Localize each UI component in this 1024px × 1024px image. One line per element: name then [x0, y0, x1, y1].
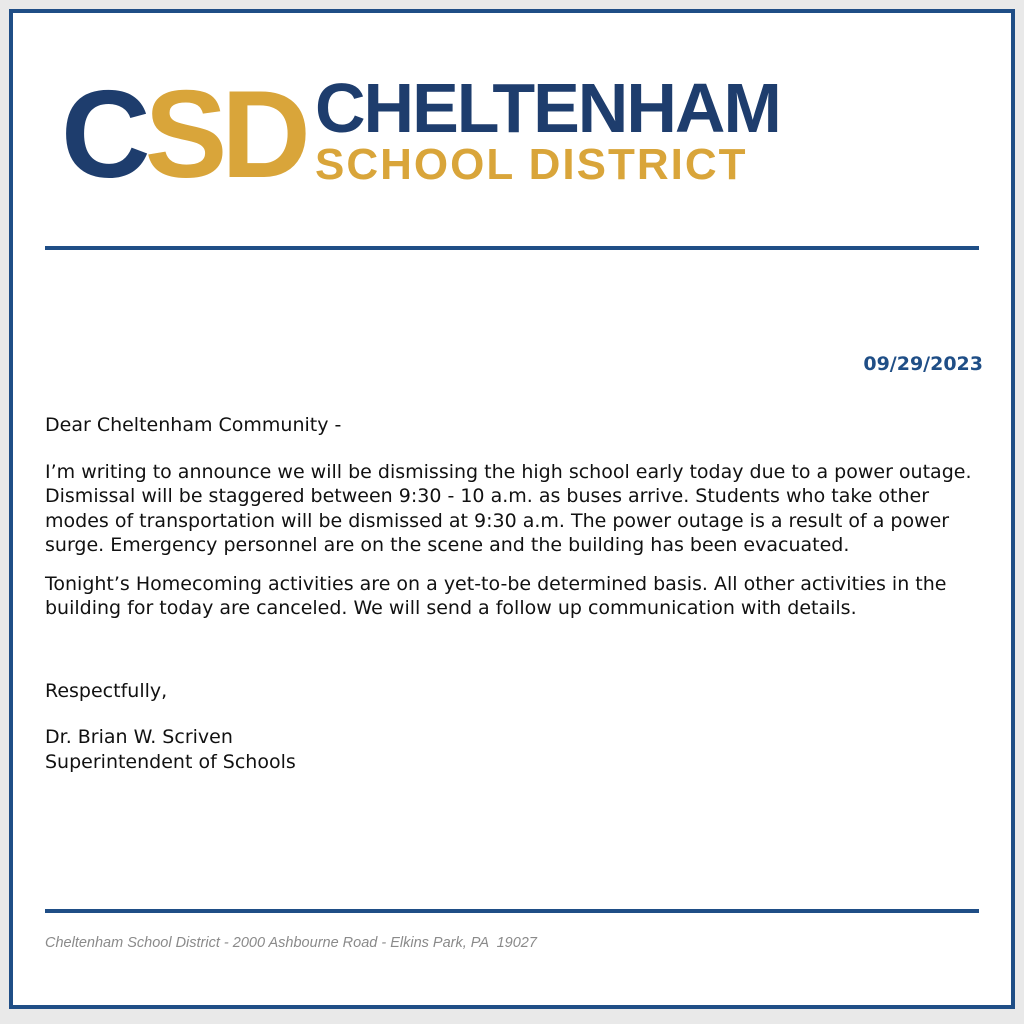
- letter-body: [45, 413, 985, 774]
- footer-divider: [45, 909, 979, 913]
- letter-paragraph-1: I’m writing to announce we will be dismissing the high school early today due to a power outage. Dismissal will be staggered between 9:30 - 10 a.m. as buses arrive. Students who take other modes of transportation will be dismissed at 9:30 a.m. The power outage is a result of a power surge. Emergency personnel are on the scene and the building has been evacuated.: [45, 460, 972, 556]
- signer-title: Superintendent of Schools: [45, 750, 296, 773]
- logo-line-cheltenham: CHELTENHAM: [315, 69, 780, 147]
- logo-line-school-district: SCHOOL DISTRICT: [315, 140, 748, 189]
- logo-mark-c: C: [61, 66, 145, 204]
- logo-mark-sd: SD: [144, 66, 305, 204]
- letter-frame: [9, 9, 1015, 1009]
- signer-name: Dr. Brian W. Scriven: [45, 726, 233, 748]
- logo-mark: [61, 66, 305, 204]
- letter-closing: Respectfully,: [45, 679, 168, 702]
- letter-paragraph-2: Tonight’s Homecoming activities are on a yet-to-be determined basis. All other activities in the building for today are canceled. We will send a follow up communication with details.: [45, 572, 947, 619]
- logo-wordmark: [315, 69, 780, 189]
- header-divider: [45, 246, 979, 250]
- letter-date: 09/29/2023: [863, 353, 983, 375]
- footer-address: Cheltenham School District - 2000 Ashbourne Road - Elkins Park, PA 19027: [45, 935, 537, 951]
- letter-greeting: Dear Cheltenham Community -: [45, 414, 342, 436]
